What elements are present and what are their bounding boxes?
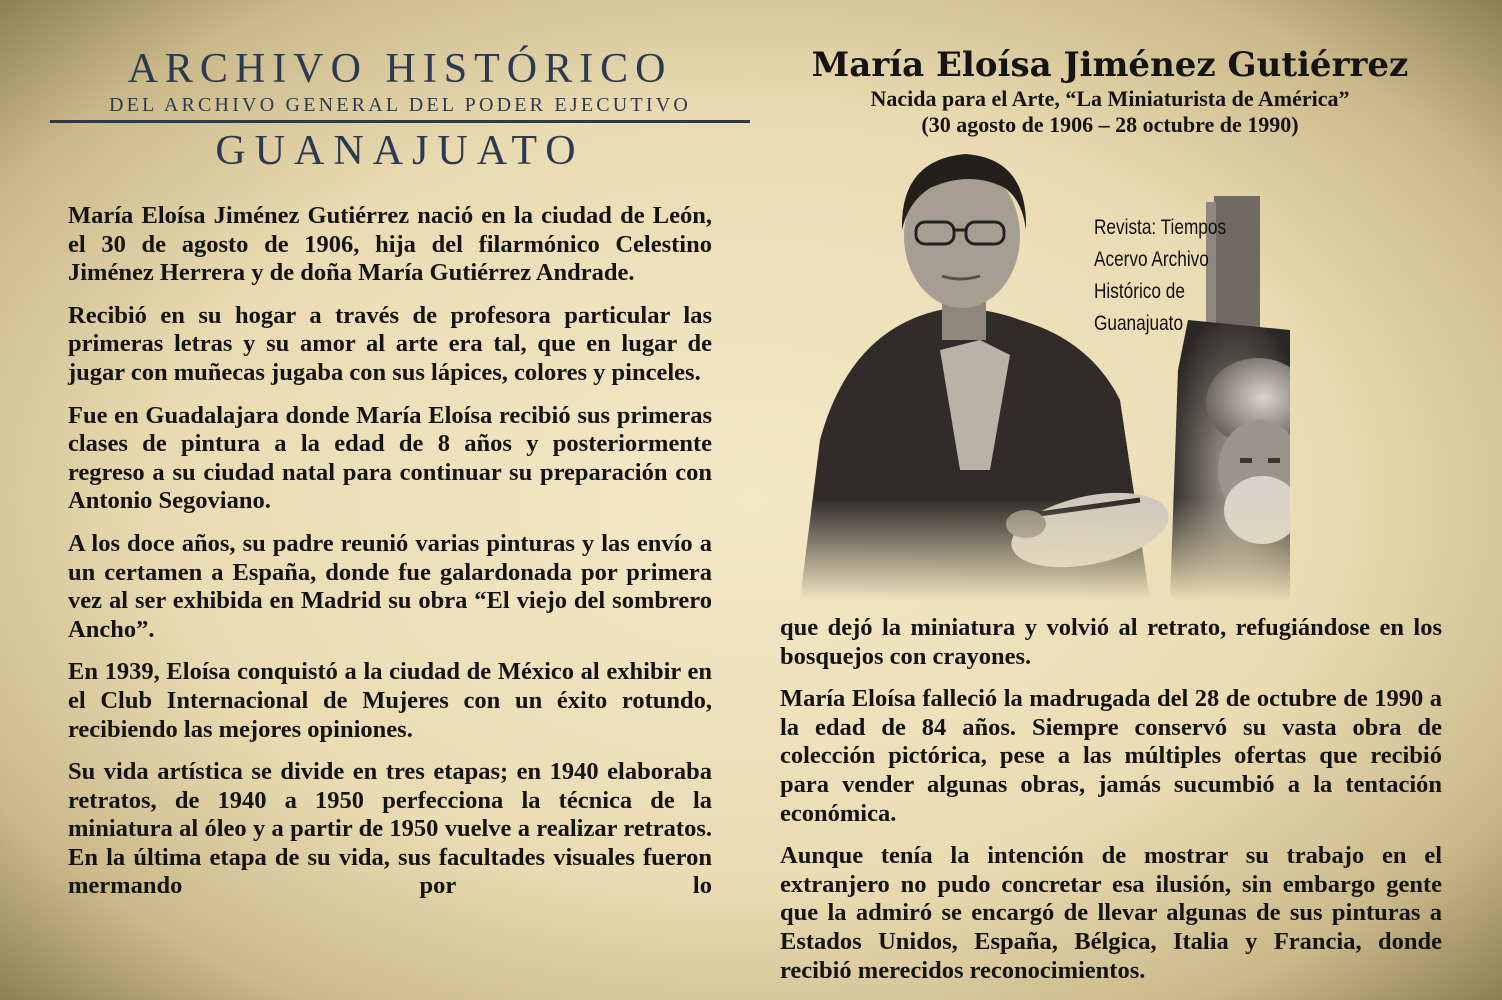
left-text-column <box>68 202 712 919</box>
photo-caption <box>1094 212 1233 340</box>
paragraph: En 1939, Eloísa conquistó a la ciudad de México al exhibir en el Club Internacional de Mujeres con un éxito rotundo, recibiendo las mejores opiniones. <box>68 658 712 743</box>
caption-line: Acervo Archivo <box>1094 248 1209 271</box>
paragraph: Recibió en su hogar a través de profesora particular las primeras letras y su amor al arte era tal, que en lugar de jugar con muñecas jugaba con sus lápices, colores y pinceles. <box>68 301 712 386</box>
paragraph: Aunque tenía la intención de mostrar su trabajo en el extranjero no pudo concretar esa ilusión, sin embargo gente que la admiró se encargó de llevar algunas de sus pinturas a Estados Unidos, España, Bélgica, Italia y Francia, donde recibió merecidos reconocimientos. <box>780 842 1442 984</box>
header-divider <box>50 120 750 123</box>
paragraph: A los doce años, su padre reunió varias pinturas y las envío a un certamen a España, donde fue galardonada por primera vez al ser exhibida en Madrid su obra “El viejo del sombrero Ancho”. <box>68 529 712 643</box>
caption-line: Revista: Tiempos <box>1094 216 1227 239</box>
caption-line: Histórico de <box>1094 280 1185 303</box>
header-subtitle: DEL ARCHIVO GENERAL DEL PODER EJECUTIVO <box>109 94 691 116</box>
archive-header <box>50 44 750 175</box>
paragraph: Fue en Guadalajara donde María Eloísa recibió sus primeras clases de pintura a la edad de 8 años y posteriormente regreso a su ciudad natal para continuar su preparación con Antonio Segoviano. <box>68 401 712 515</box>
portrait-photo <box>790 140 1290 600</box>
paragraph: María Eloísa Jiménez Gutiérrez nació en la ciudad de León, el 30 de agosto de 1906, hija del filarmónico Celestino Jiménez Herrera y de doña María Gutiérrez Andrade. <box>68 202 712 287</box>
person-subtitle: Nacida para el Arte, “La Miniaturista de América” <box>870 86 1350 111</box>
header-title: ARCHIVO HISTÓRICO <box>127 46 673 92</box>
person-dates: (30 agosto de 1906 – 28 octubre de 1990) <box>921 112 1299 137</box>
paragraph: María Eloísa falleció la madrugada del 28 de octubre de 1990 a la edad de 84 años. Siempre conservó su vasta obra de colección pictórica, pese a las múltiples ofertas que recibió para vender algunas obras, jamás sucumbió a la tentación económica. <box>780 685 1442 827</box>
paragraph: Su vida artística se divide en tres etapas; en 1940 elaboraba retratos, de 1940 a 1950 perfecciona la técnica de la miniatura al óleo y a partir de 1950 vuelve a realizar retratos. En la última etapa de su vida, sus facultades visuales fueron mermando por lo <box>68 758 712 900</box>
biography-title <box>790 44 1430 138</box>
person-name: María Eloísa Jiménez Gutiérrez <box>811 45 1409 85</box>
paragraph: que dejó la miniatura y volvió al retrato, refugiándose en los bosquejos con crayones. <box>780 614 1442 670</box>
caption-line: Guanajuato <box>1094 312 1184 335</box>
right-text-column <box>780 614 1442 999</box>
header-location: GUANAJUATO <box>215 128 585 174</box>
